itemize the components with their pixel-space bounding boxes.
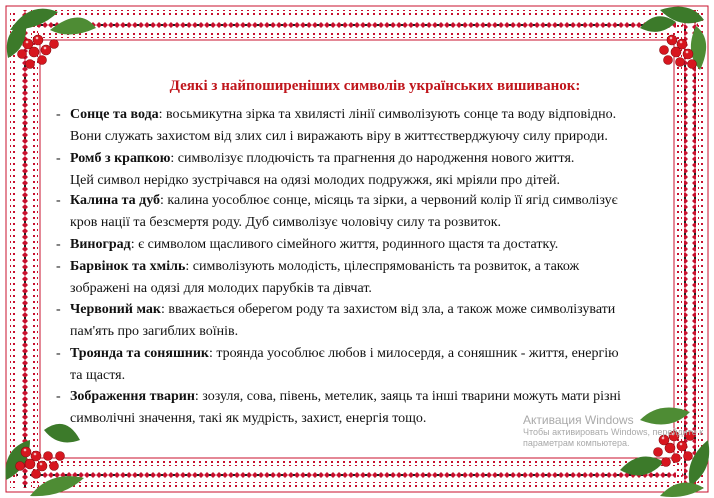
item-term: Виноград [70, 237, 131, 252]
item-term: Барвінок та хміль [70, 259, 186, 274]
list-item: - Ромб з крапкою: символізує плодючість та прагнення до народження нового життя. Цей символ нерідко зустрічався на одязі молодих подружжя, які мріяли про дітей. [56, 148, 656, 192]
item-term: Троянда та соняшник [70, 346, 209, 361]
item-text-cont: зображені на одязі для молодих парубків та дівчат. [70, 281, 372, 296]
watermark-title: Активация Windows [523, 413, 634, 427]
item-text-cont: пам'ять про загиблих воїнів. [70, 324, 239, 339]
item-term: Червоний мак [70, 302, 161, 317]
item-text: : троянда уособлює любов і милосердя, а соняшник - життя, енергію [208, 346, 619, 361]
list-item: - Калина та дуб: калина уособлює сонце, місяць та зірки, а червоний колір її ягід символізує кров нації та безсмертя роду. Дуб символізує чоловічу силу та розвиток. [56, 190, 656, 234]
page-title: Деякі з найпоширеніших символів українських вишиванок: [169, 78, 581, 94]
item-text: : вважається оберегом роду та захистом від зла, а також може символізувати [160, 302, 616, 317]
list-item: - Червоний мак: вважається оберегом роду та захистом від зла, а також може символізувати пам'ять про загиблих воїнів. [56, 299, 656, 343]
item-text-cont: кров нації та безсмертя роду. Дуб символізує чоловічу силу та розвиток. [70, 215, 501, 230]
item-text-cont: символічні значення, такі як мудрість, захист, енергія тощо. [70, 411, 427, 426]
item-term: Калина та дуб [70, 193, 161, 208]
item-text-cont: та щастя. [70, 368, 126, 383]
list-item: - Сонце та вода: восьмикутна зірка та хвилясті лінії символізують сонце та воду відповідно. Вони служать захистом від злих сил і виражають віру в життєстверджуючу силу природи. [56, 104, 656, 148]
item-text: : калина уособлює сонце, місяць та зірки, а червоний колір її ягід символізує [160, 193, 618, 208]
item-text-cont: Вони служать захистом від злих сил і виражають віру в життєстверджуючу силу природи. [70, 129, 608, 144]
item-term: Сонце та вода [70, 107, 159, 122]
list-item: - Виноград: є символом щасливого сімейного життя, родинного щастя та достатку. [56, 237, 559, 252]
windows-activation-watermark [523, 413, 703, 449]
list-item: - Зображення тварин: зозуля, сова, півень, метелик, заяць та інші тварини можуть мати різні символічні значення, такі як мудрість, захист, енергія тощо. [56, 386, 656, 430]
item-term: Ромб з крапкою [70, 151, 171, 166]
item-text: : символізує плодючість та прагнення до народження нового життя. [170, 151, 575, 166]
list-item: - Троянда та соняшник: троянда уособлює любов і милосердя, а соняшник - життя, енергію та щастя. [56, 343, 656, 387]
item-text: : восьмикутна зірка та хвилясті лінії символізують сонце та воду відповідно. [158, 107, 617, 122]
watermark-line: Чтобы активировать Windows, перейдите к [523, 427, 704, 437]
item-text: : є символом щасливого сімейного життя, родинного щастя та достатку. [130, 237, 559, 252]
watermark-line: параметрам компьютера. [523, 438, 630, 448]
list-item: - Барвінок та хміль: символізують молодість, цілеспрямованість та розвиток, а також зображені на одязі для молодих парубків та дівчат. [56, 256, 656, 300]
item-text-cont: Цей символ нерідко зустрічався на одязі молодих подружжя, які мріяли про дітей. [70, 173, 560, 188]
item-text: : символізують молодість, цілеспрямованість та розвиток, а також [185, 259, 580, 274]
item-term: Зображення тварин [70, 389, 195, 404]
item-text: : зозуля, сова, півень, метелик, заяць та інші тварини можуть мати різні [194, 389, 621, 404]
